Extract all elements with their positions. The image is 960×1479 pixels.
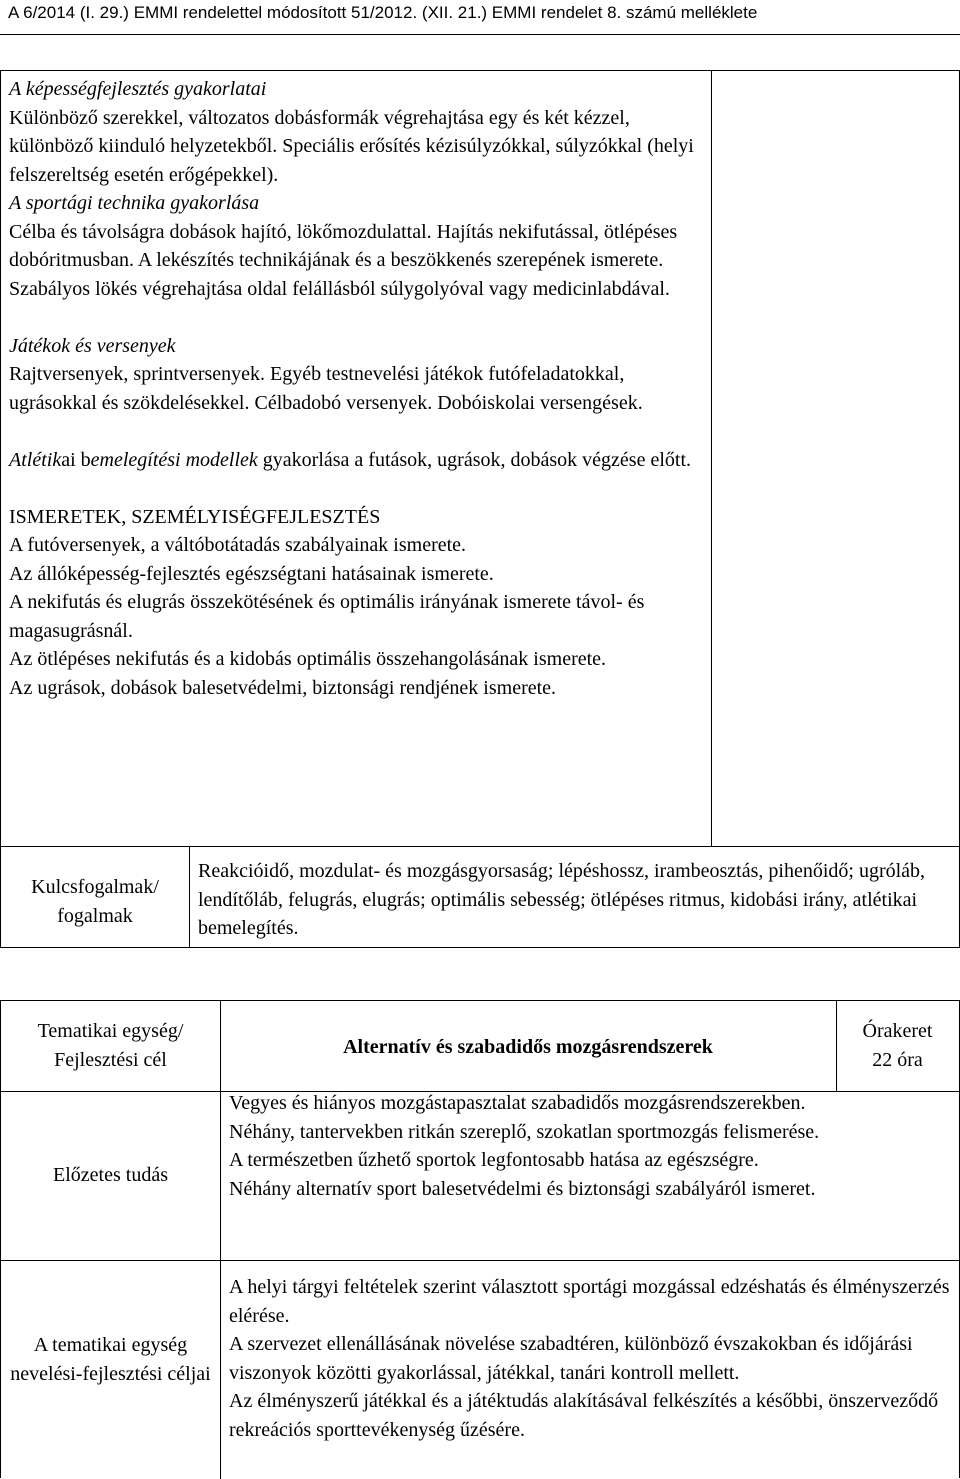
heading-jatekok: Játékok és versenyek (9, 334, 176, 357)
tematikai-egyseg-label: Tematikai egység/ Fejlesztési cél (37, 1020, 184, 1071)
orakeret-value: 22 óra (872, 1049, 923, 1071)
heading-sportagi-technika: A sportági technika gyakorlása (9, 192, 260, 214)
table-1-divider-kulcs (189, 846, 190, 947)
content-cell (9, 75, 709, 702)
table-2-divider-left (220, 1001, 221, 1479)
ismeretek-item: A futóversenyek, a váltóbotátadás szabályainak ismerete. (9, 534, 467, 556)
elozetes-line: Néhány, tantervekben ritkán szereplő, szokatlan sportmozgás felismerése. (229, 1120, 820, 1143)
ismeretek-item: Az állóképesség-fejlesztés egészségtani hatásainak ismerete. (9, 562, 494, 585)
header-rule (0, 34, 960, 35)
celjai-label: A tematikai egység nevelési-fejlesztési céljai (10, 1334, 211, 1385)
elozetes-line: A természetben űzhető sportok legfontosabb hatása az egészségre. (229, 1149, 759, 1171)
table-2-divider-row2 (1, 1260, 959, 1261)
celjai-line: A helyi tárgyi feltételek szerint választott sportági mozgással edzéshatás és élményszerzés elérése. (229, 1276, 950, 1327)
elozetes-tudas-text (229, 1089, 954, 1203)
elozetes-line: Néhány alternatív sport balesetvédelmi és biztonsági szabályáról ismeret. (229, 1177, 816, 1200)
text-kepessegfejlesztes: Különböző szerekkel, változatos dobásformák végrehajtása egy és két kézzel, különböző kiinduló helyzetekből. Speciális erősítés kézisúlyzókkal, súlyzókkal (helyi felszereltség esetén erőgépekkel). (9, 106, 694, 186)
elozetes-line: Vegyes és hiányos mozgástapasztalat szabadidős mozgásrendszerekben. (229, 1092, 806, 1114)
table-1 (0, 70, 960, 948)
text-atletikai-bemelegites: Atlétikai bemelegítési modellek gyakorlása a futások, ugrások, dobások végzése előtt. (9, 448, 691, 471)
table-1-divider-row (1, 846, 959, 847)
ismeretek-item: A nekifutás és elugrás összekötésének és optimális irányának ismerete távol- és magasugrásnál. (9, 591, 645, 642)
orakeret-label: Órakeret (862, 1020, 933, 1042)
page-header: A 6/2014 (I. 29.) EMMI rendelettel módosított 51/2012. (XII. 21.) EMMI rendelet 8. számú melléklete (8, 3, 758, 22)
kulcsfogalmak-label: Kulcsfogalmak/ fogalmak (31, 876, 159, 927)
celjai-line: Az élményszerű játékkal és a játéktudás alakításával felkészítés a későbbi, önszerveződő rekreációs sporttevékenység űzésére. (229, 1390, 939, 1441)
text-jatekok: Rajtversenyek, sprintversenyek. Egyéb testnevelési játékok futófeladatokkal, ugrásokkal és szökdelésekkel. Célbadobó versenyek. Dobóiskolai versengések. (9, 363, 643, 414)
text-sportagi-technika: Célba és távolságra dobások hajító, lökőmozdulattal. Hajítás nekifutással, ötlépéses dobóritmusban. A lekészítés technikájának és a beszökkenés szerepének ismerete. Szabályos lökés végrehajtása oldal felállásból súlygolyóval vagy medicinlabdával. (9, 220, 678, 300)
celjai-text (229, 1273, 954, 1444)
heading-ismeretek: ISMERETEK, SZEMÉLYISÉGFEJLESZTÉS (9, 505, 381, 528)
heading-kepessegfejlesztes: A képességfejlesztés gyakorlatai (9, 78, 267, 100)
tematikai-egyseg-title: Alternatív és szabadidős mozgásrendszerek (343, 1036, 713, 1058)
ismeretek-item: Az ötlépéses nekifutás és a kidobás optimális összehangolásának ismerete. (9, 648, 607, 670)
table-1-divider-right (711, 71, 712, 846)
celjai-line: A szervezet ellenállásának növelése szabadtéren, különböző évszakokban és időjárási viszonyok közötti gyakorlással, játékkal, tanári kontroll mellett. (229, 1333, 913, 1384)
kulcsfogalmak-text: Reakcióidő, mozdulat- és mozgásgyorsaság; lépéshossz, irambeosztás, pihenőidő; ugróláb, lendítőláb, felugrás, elugrás; optimális sebesség; ötlépéses ritmus, kidobási irány, atlétikai bemelegítés. (198, 860, 926, 939)
table-2 (0, 1000, 960, 1478)
elozetes-tudas-label: Előzetes tudás (53, 1164, 168, 1186)
ismeretek-item: Az ugrások, dobások balesetvédelmi, biztonsági rendjének ismerete. (9, 676, 557, 699)
